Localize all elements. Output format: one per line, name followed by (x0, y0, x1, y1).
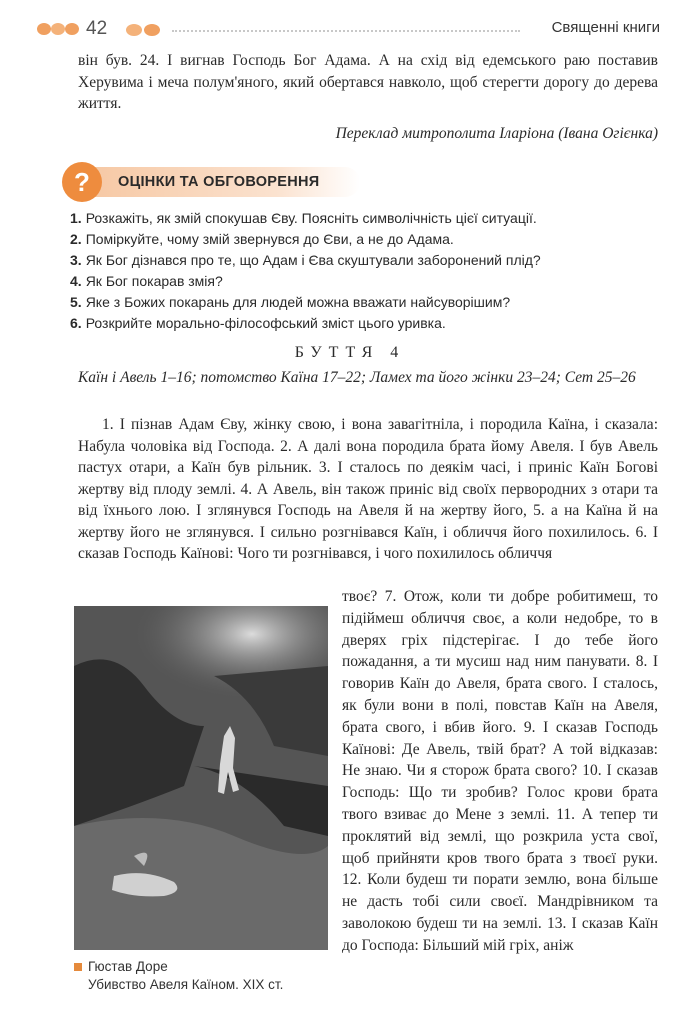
question-text: Як Бог дізнався про те, що Адам і Єва скуштували заборонений плід? (85, 252, 541, 268)
header-divider (172, 30, 520, 32)
illustration-caption (74, 958, 334, 994)
question-text: Як Бог покарав змія? (85, 273, 223, 289)
question-number: 3. (70, 252, 82, 268)
chapter-continued: твоє? 7. Отож, коли ти добре робитимеш, то підіймеш обличчя своє, а коли недобре, то в дверях гріх підстерігає. І до тебе його пожадання, а ти мусиш над ним панувати. 8. І говорив Каїн до Авеля, брата свого. І сталось, як були вони в полі, повстав Каїн на Авеля, брата свого, і вбив його. 9. І сказав Господь Каїнові: Де Авель, твій брат? А той відказав: Не знаю. Чи я сторож брата свого? 10. І сказав Господь: Що ти зробив? Голос крови брата твого взиває до Мене з землі. 11. А тепер ти проклятий від землі, що розкрила уста свої, щоб прийняти кров твого брата з твоєї руки. 12. Коли будеш ти порати землю, вона більше не дасть тобі сили своєї. Мандрівником та заволокою будеш ти на землі. 13. І сказав Каїн до Господа: Більший мій гріх, аніж (342, 588, 658, 954)
chapter-title: БУТТЯ 4 (294, 344, 406, 361)
page-number: 42 (86, 18, 108, 39)
question-text: Яке з Божих покарань для людей можна вважати найсуворішим? (85, 294, 511, 310)
question-number: 4. (70, 273, 82, 289)
question-number: 1. (70, 210, 82, 226)
list-item (70, 229, 670, 250)
ornament-icon (36, 20, 80, 38)
question-icon: ? (62, 162, 102, 202)
list-item (70, 313, 670, 334)
list-item (70, 208, 670, 229)
caption-author: Гюстав Доре (88, 959, 168, 974)
questions-list (70, 208, 670, 334)
list-item (70, 271, 670, 292)
chapter-subtitle: Каїн і Авель 1–16; потомство Каїна 17–22; Ламех та його жінки 23–24; Сет 25–26 (78, 369, 636, 386)
section-title: Священні книги (551, 19, 660, 36)
bullet-icon (74, 963, 82, 971)
question-number: 2. (70, 231, 82, 247)
question-text: Розкажіть, як змій спокушав Єву. Поясніть символічність цієї ситуації. (85, 210, 537, 226)
engraving-image (74, 606, 328, 950)
question-number: 5. (70, 294, 82, 310)
translator-credit: Переклад митрополита Іларіона (Івана Огієнка) (335, 125, 658, 142)
intro-paragraph: він був. 24. І вигнав Господь Бог Адама. А на схід від едемського раю поставив Херувима і меча полум'яного, який обертався навколо, щоб стерегти дорогу до дерева життя. (78, 52, 658, 112)
questions-title: ОЦІНКИ ТА ОБГОВОРЕННЯ (118, 174, 320, 190)
page-header (36, 14, 660, 44)
questions-banner (62, 162, 362, 202)
ornament-icon (124, 22, 168, 38)
chapter-body: 1. І пізнав Адам Єву, жінку свою, і вона завагітніла, і породила Каїна, і сказала: Набула чоловіка від Господа. 2. А далі вона породила брата йому Авеля. І був Авель пастух отари, а Каїн був рільник. 3. І сталось по деякім часі, і приніс Каїн Богові жертву від плоду землі. 4. А Авель, він також приніс від своїх первородних з отари та від їхнього лою. І зглянувся Господь на Авеля й на жертву його, 5. а на Каїна й на жертву його не зглянувся. І сильно розгнівався Каїн, і обличчя його похилилось. 6. І сказав Господь Каїнові: Чого ти розгнівався, і чого похилилось обличчя (78, 416, 658, 562)
illustration-cain-abel (74, 606, 328, 950)
question-text: Розкрийте морально-філософський зміст цього уривка. (85, 315, 446, 331)
list-item (70, 292, 670, 313)
list-item (70, 250, 670, 271)
question-number: 6. (70, 315, 82, 331)
question-text: Поміркуйте, чому змій звернувся до Єви, а не до Адама. (85, 231, 454, 247)
caption-title: Убивство Авеля Каїном. XIX ст. (88, 977, 284, 992)
